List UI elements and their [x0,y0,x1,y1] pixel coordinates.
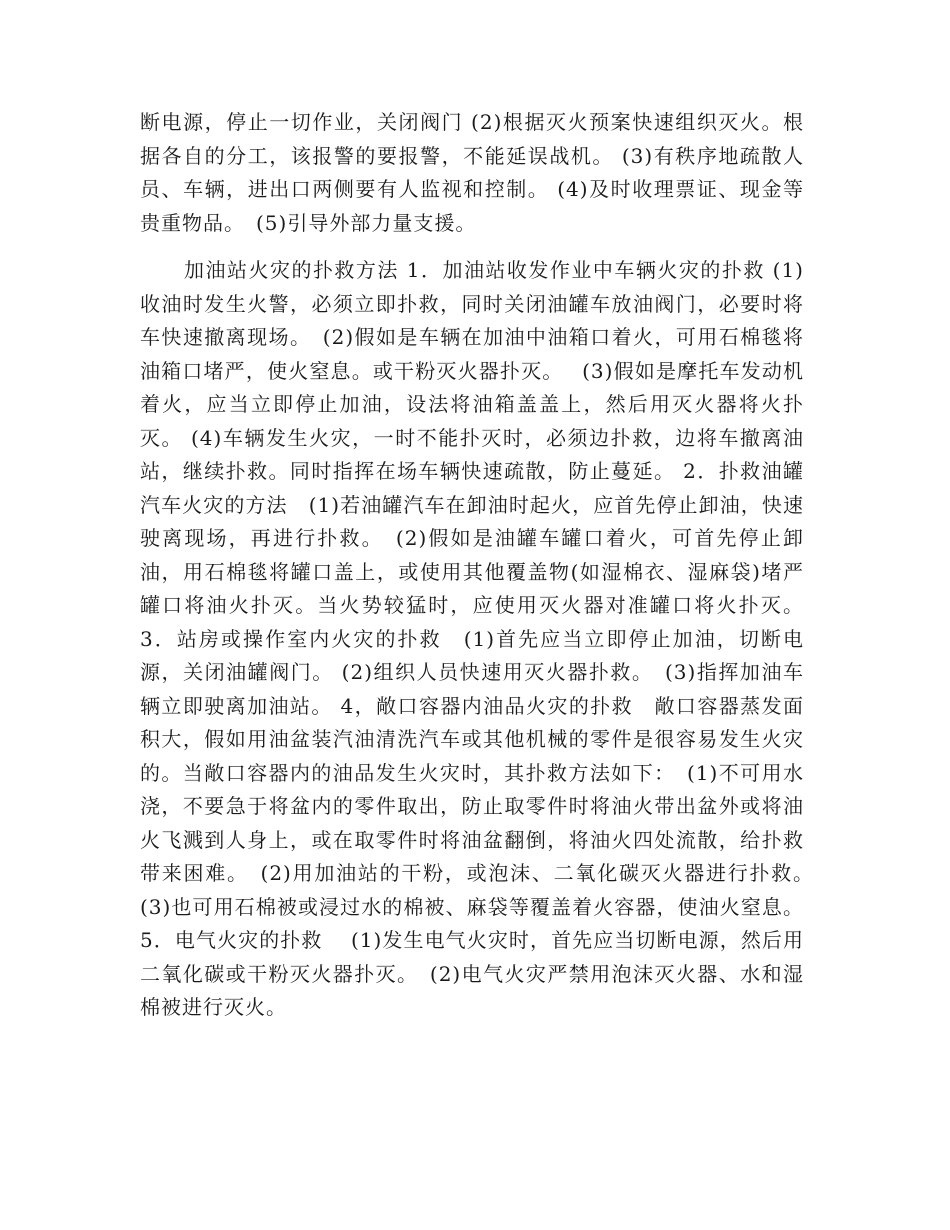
document-page [140,106,825,1025]
paragraph-fire-fighting-methods: 加油站火灾的扑救方法 1．加油站收发作业中车辆火灾的扑救 (1)收油时发生火警，必须立即扑救，同时关闭油罐车放油阀门，必要时将车快速撤离现场。 (2)假如是车辆在加油中油箱口着火，可用石棉毯将油箱口堵严，使火窒息。或干粉灭火器扑灭。 (3)假如是摩托车发动机着火，应当立即停止加油，设法将油箱盖盖上，然后用灭火器将火扑灭。 (4)车辆发生火灾，一时不能扑灭时，必须边扑救，边将车撤离油站，继续扑救。同时指挥在场车辆快速疏散，防止蔓延。 2．扑救油罐汽车火灾的方法 (1)若油罐汽车在卸油时起火，应首先停止卸油，快速驶离现场，再进行扑救。 (2)假如是油罐车罐口着火，可首先停止卸油，用石棉毯将罐口盖上，或使用其他覆盖物(如湿棉衣、湿麻袋)堵严罐口将油火扑灭。当火势较猛时，应使用灭火器对准罐口将火扑灭。 3．站房或操作室内火灾的扑救 (1)首先应当立即停止加油，切断电源，关闭油罐阀门。 (2)组织人员快速用灭火器扑救。 (3)指挥加油车辆立即驶离加油站。 4，敞口容器内油品火灾的扑救 敞口容器蒸发面积大，假如用油盆装汽油清洗汽车或其他机械的零件是很容易发生火灾的。当敞口容器内的油品发生火灾时，其扑救方法如下： (1)不可用水浇，不要急于将盆内的零件取出，防止取零件时将油火带出盆外或将油火飞溅到人身上，或在取零件时将油盆翻倒，将油火四处流散，给扑救带来困难。 (2)用加油站的干粉，或泡沫、二氧化碳灭火器进行扑救。 (3)也可用石棉被或浸过水的棉被、麻袋等覆盖着火容器，使油火窒息。 5．电气火灾的扑救 (1)发生电气火灾时，首先应当切断电源，然后用二氧化碳或干粉灭火器扑灭。 (2)电气火灾严禁用泡沫灭火器、水和湿棉被进行灭火。 [140,258,825,1019]
paragraph-emergency-steps: 断电源，停止一切作业，关闭阀门 (2)根据灭火预案快速组织灭火。根据各自的分工，该报警的要报警，不能延误战机。 (3)有秩序地疏散人员、车辆，进出口两侧要有人监视和控制。 (4)及时收理票证、现金等贵重物品。 (5)引导外部力量支援。 [140,110,804,235]
